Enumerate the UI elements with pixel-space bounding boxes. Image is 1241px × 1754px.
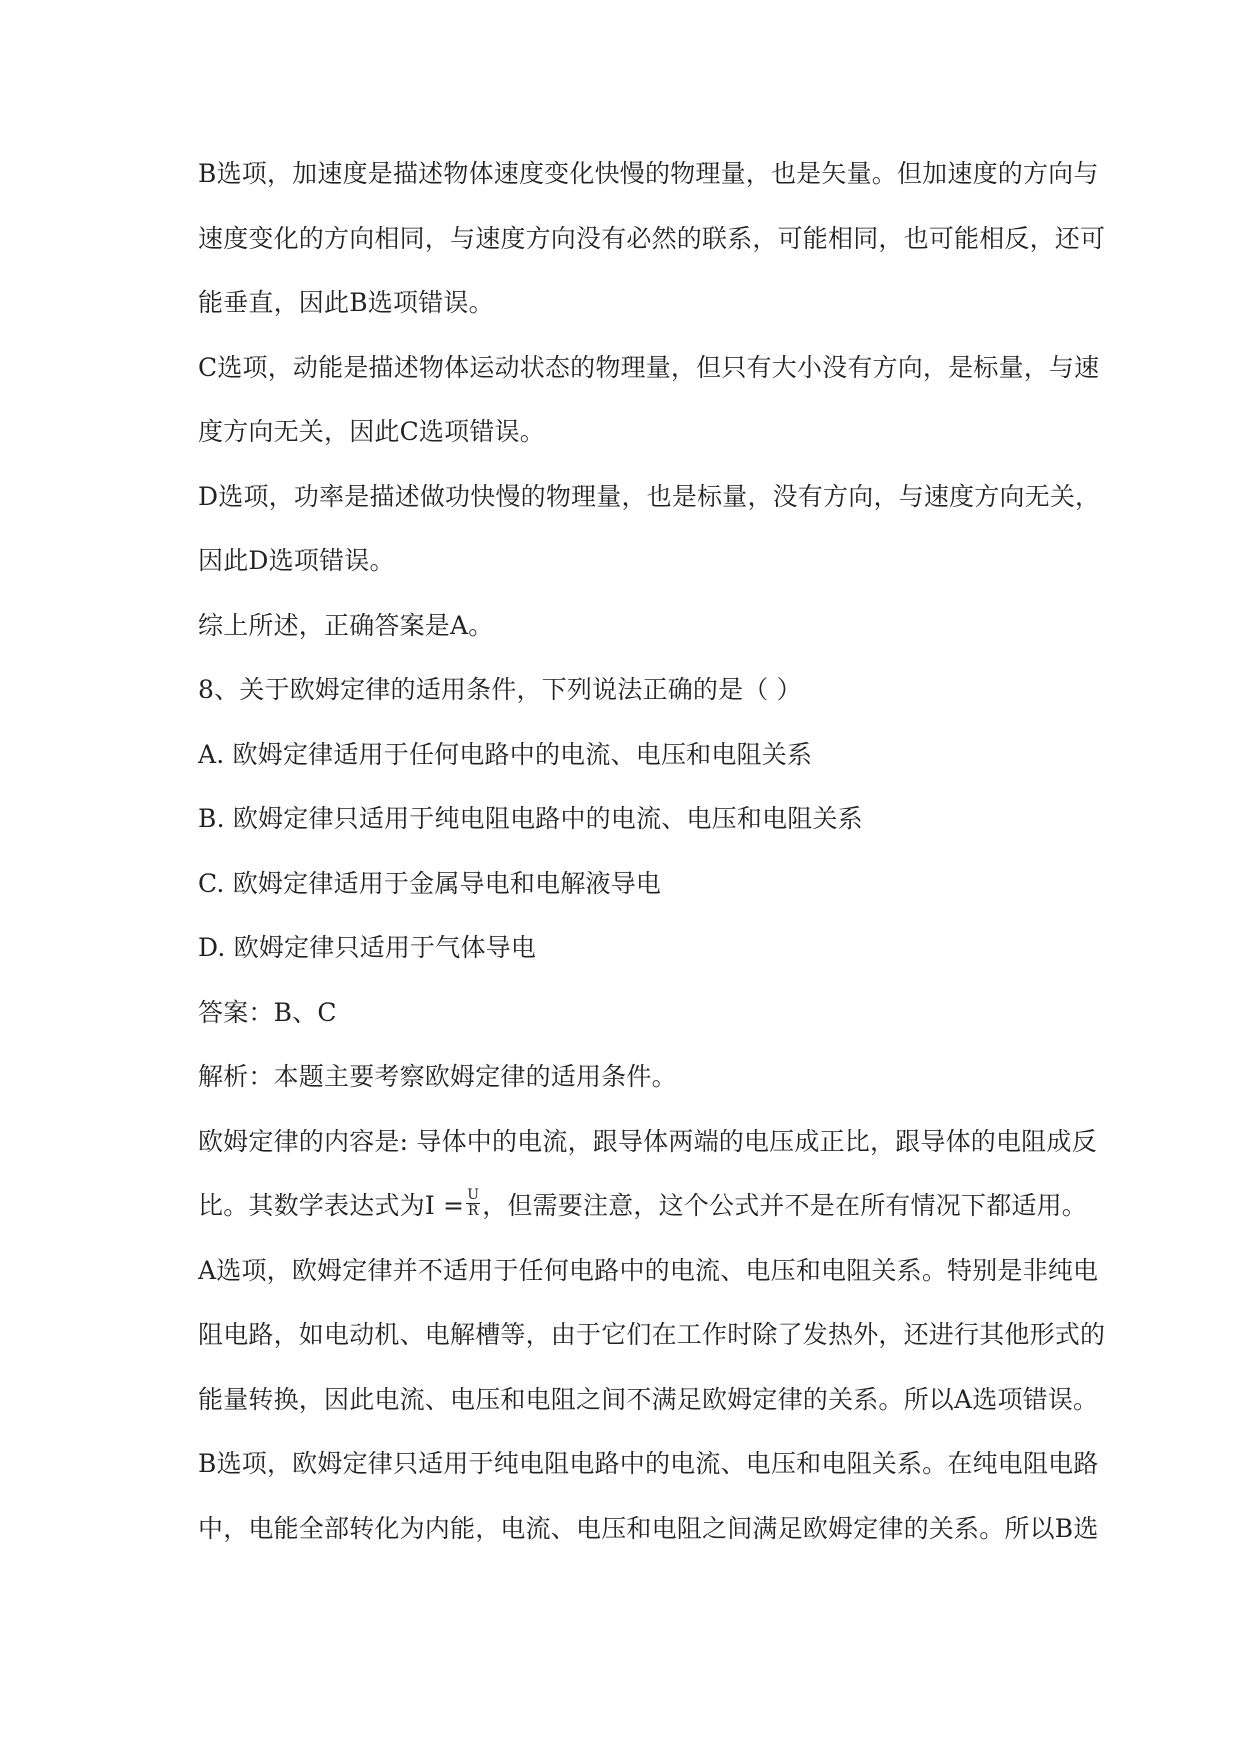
formula-line: [198, 1174, 1098, 1239]
document-body: [198, 142, 1106, 1561]
option-d: D. 欧姆定律只适用于气体导电: [198, 933, 537, 962]
analysis-line: 解析：本题主要考察欧姆定律的适用条件。: [198, 1062, 677, 1091]
text-line: 中，电能全部转化为内能，电流、电压和电阻之间满足欧姆定律的关系。所以B选: [198, 1513, 1099, 1543]
text-line: 因此D选项错误。: [198, 546, 395, 575]
text-line: 速度变化的方向相同，与速度方向没有必然的联系，可能相同，也可能相反，还可: [198, 223, 1106, 253]
option-c: C. 欧姆定律适用于金属导电和电解液导电: [198, 868, 662, 898]
text-line: 能量转换，因此电流、电压和电阻之间不满足欧姆定律的关系。所以A选项错误。: [198, 1384, 1099, 1414]
text-line: 欧姆定律的内容是: 导体中的电流，跟导体两端的电压成正比，跟导体的电阻成反: [198, 1126, 1097, 1156]
question-title: 8、关于欧姆定律的适用条件，下列说法正确的是（ ）: [198, 675, 802, 704]
formula-text-before: 比。其数学表达式为: [198, 1191, 425, 1220]
text-line: 阻电路，如电动机、电解槽等，由于它们在工作时除了发热外，还进行其他形式的: [198, 1320, 1106, 1349]
formula-text-after: ，但需要注意，这个公式并不是在所有情况下都适用。: [482, 1191, 1087, 1220]
fraction-denominator: R: [467, 1203, 479, 1219]
option-a: A. 欧姆定律适用于任何电路中的电流、电压和电阻关系: [198, 739, 813, 769]
text-line: 综上所述，正确答案是A。: [198, 610, 494, 640]
text-line: 能垂直，因此B选项错误。: [198, 288, 494, 317]
fraction-numerator: U: [467, 1187, 480, 1203]
text-line: B选项，加速度是描述物体速度变化快慢的物理量，也是矢量。但加速度的方向与: [198, 159, 1099, 188]
option-b: B. 欧姆定律只适用于纯电阻电路中的电流、电压和电阻关系: [198, 804, 863, 833]
answer-line: 答案：B、C: [198, 997, 337, 1027]
formula-fraction: [466, 1188, 480, 1219]
text-line: 度方向无关，因此C选项错误。: [198, 417, 545, 446]
text-line: A选项，欧姆定律并不适用于任何电路中的电流、电压和电阻关系。特别是非纯电: [198, 1255, 1099, 1285]
formula-lhs: I =: [424, 1191, 465, 1220]
text-line: B选项，欧姆定律只适用于纯电阻电路中的电流、电压和电阻关系。在纯电阻电路: [198, 1449, 1099, 1478]
text-line: C选项，动能是描述物体运动状态的物理量，但只有大小没有方向，是标量，与速: [198, 352, 1100, 382]
text-line: D选项，功率是描述做功快慢的物理量，也是标量，没有方向，与速度方向无关，: [198, 481, 1101, 511]
